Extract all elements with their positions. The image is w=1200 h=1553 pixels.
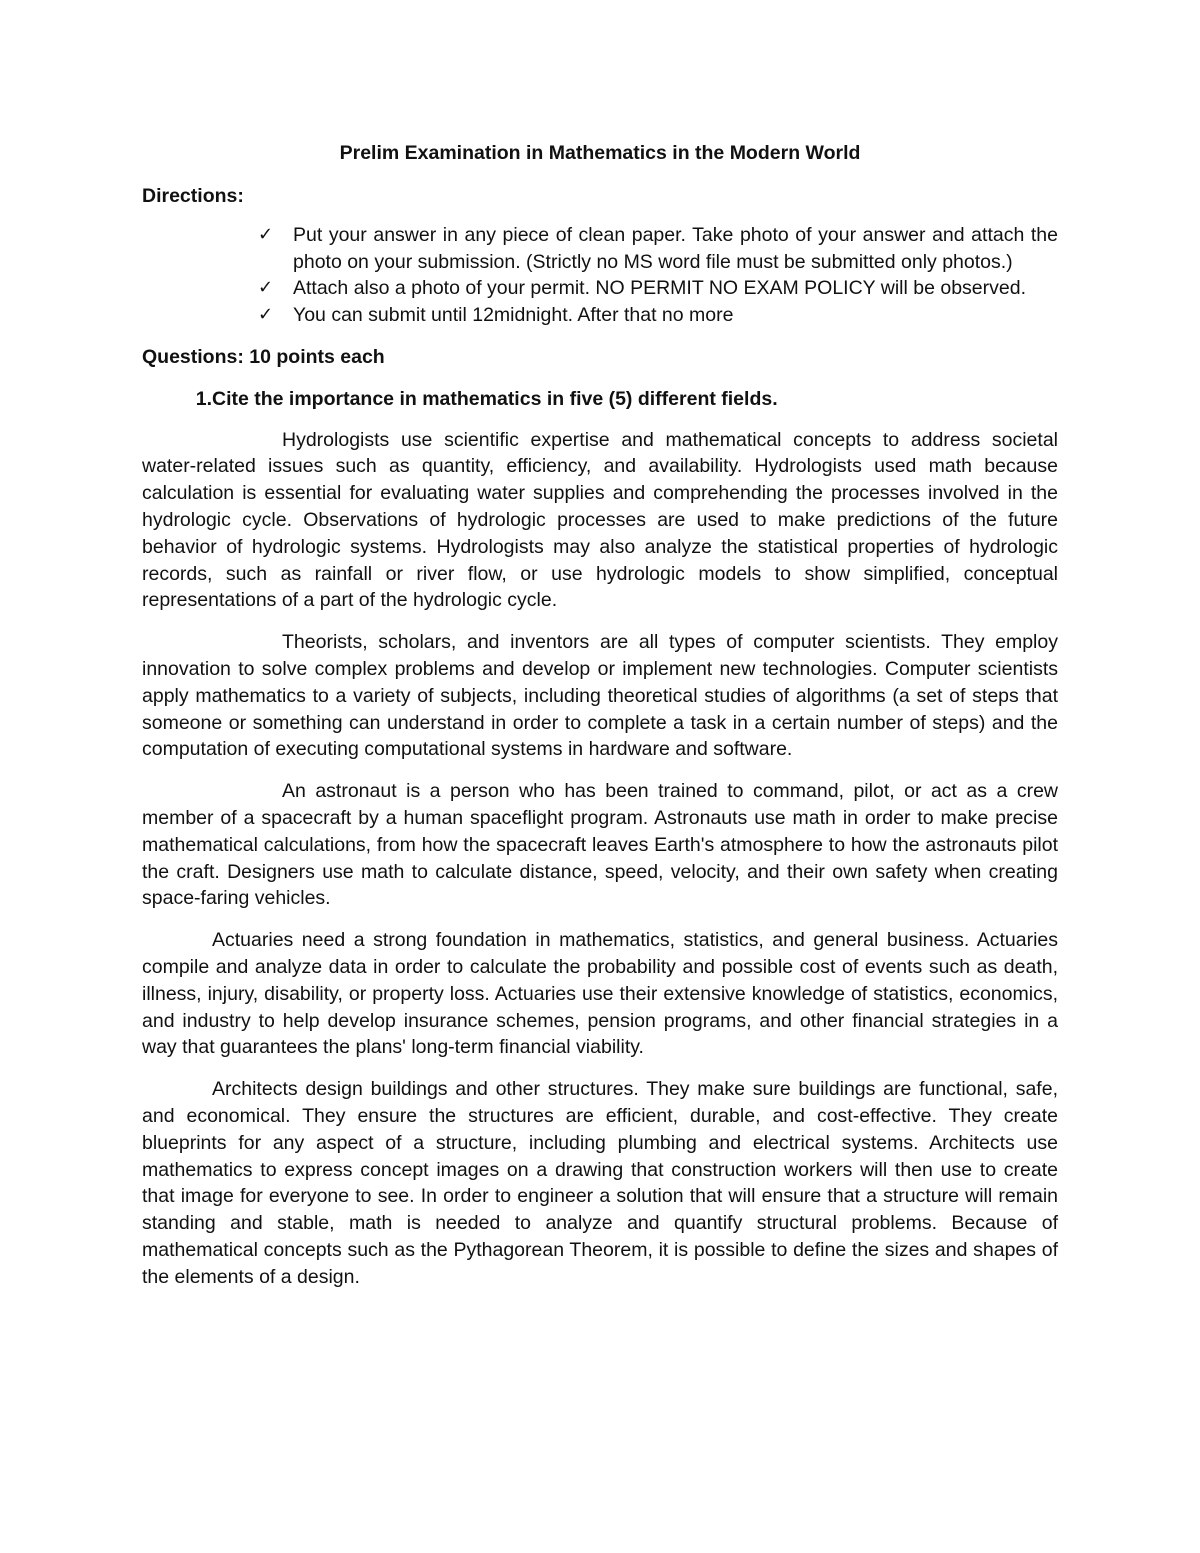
document-title: Prelim Examination in Mathematics in the Modern World (339, 142, 861, 164)
directions-list (142, 222, 1058, 329)
direction-text: Put your answer in any piece of clean paper. Take photo of your answer and attach the photo on your submission. (Strictly no MS word file must be submitted only photos.) (293, 223, 1058, 273)
answer-paragraph-computer-scientists: Theorists, scholars, and inventors are all types of computer scientists. They employ innovation to solve complex problems and develop or implement new technologies. Computer scientists apply mathematics to a variety of subjects, including theoretical studies of algorithms (a set of steps that someone or something can understand in order to complete a task in a certain number of steps) and the computation of executing computational systems in hardware and software. (142, 631, 1058, 761)
answer-paragraph-hydrologists: Hydrologists use scientific expertise and mathematical concepts to address societal water-related issues such as quantity, efficiency, and availability. Hydrologists used math because calculation is essential for evaluating water supplies and comprehending the processes involved in the hydrologic cycle. Observations of hydrologic processes are used to make predictions of the future behavior of hydrologic systems. Hydrologists may also analyze the statistical properties of hydrologic records, such as rainfall or river flow, or use hydrologic models to show simplified, conceptual representations of a part of the hydrologic cycle. (142, 428, 1058, 612)
direction-item (142, 302, 1058, 329)
directions-heading: Directions: (142, 185, 244, 207)
check-icon: ✓ (258, 277, 274, 299)
answer-paragraph-architects: Architects design buildings and other structures. They make sure buildings are functional, safe, and economical. They ensure the structures are efficient, durable, and cost-effective. They create blueprints for any aspect of a structure, including plumbing and electrical systems. Architects use mathematics to express concept images on a drawing that construction workers will then use to create that image for everyone to see. In order to engineer a solution that will ensure that a structure will remain standing and stable, math is needed to analyze and quantify structural problems. Because of mathematical concepts such as the Pythagorean Theorem, it is possible to define the sizes and shapes of the elements of a design. (142, 1078, 1058, 1288)
direction-text: You can submit until 12midnight. After that no more (293, 304, 734, 327)
direction-item (142, 275, 1058, 302)
answer-paragraph-actuaries: Actuaries need a strong foundation in mathematics, statistics, and general business. Actuaries compile and analyze data in order to calculate the probability and possible cost of events such as death, illness, injury, disability, or property loss. Actuaries use their extensive knowledge of statistics, economics, and industry to help develop insurance schemes, pension programs, and other financial strategies in a way that guarantees the plans' long-term financial viability. (142, 929, 1058, 1059)
question-number: 1. (195, 387, 212, 410)
direction-item (142, 222, 1058, 276)
document-page (142, 138, 1058, 1305)
direction-text: Attach also a photo of your permit. NO PERMIT NO EXAM POLICY will be observed. (293, 277, 1026, 300)
question-1 (142, 386, 1058, 413)
question-text: Cite the importance in mathematics in five (5) different fields. (212, 387, 778, 410)
check-icon: ✓ (258, 223, 274, 245)
answer-paragraph-astronauts: An astronaut is a person who has been trained to command, pilot, or act as a crew member of a spacecraft by a human spaceflight program. Astronauts use math in order to make precise mathematical calculations, from how the spacecraft leaves Earth's atmosphere to how the astronauts pilot the craft. Designers use math to calculate distance, speed, velocity, and their own safety when creating space-faring vehicles. (142, 780, 1058, 910)
check-icon: ✓ (258, 304, 274, 326)
questions-heading: Questions: 10 points each (142, 345, 385, 368)
